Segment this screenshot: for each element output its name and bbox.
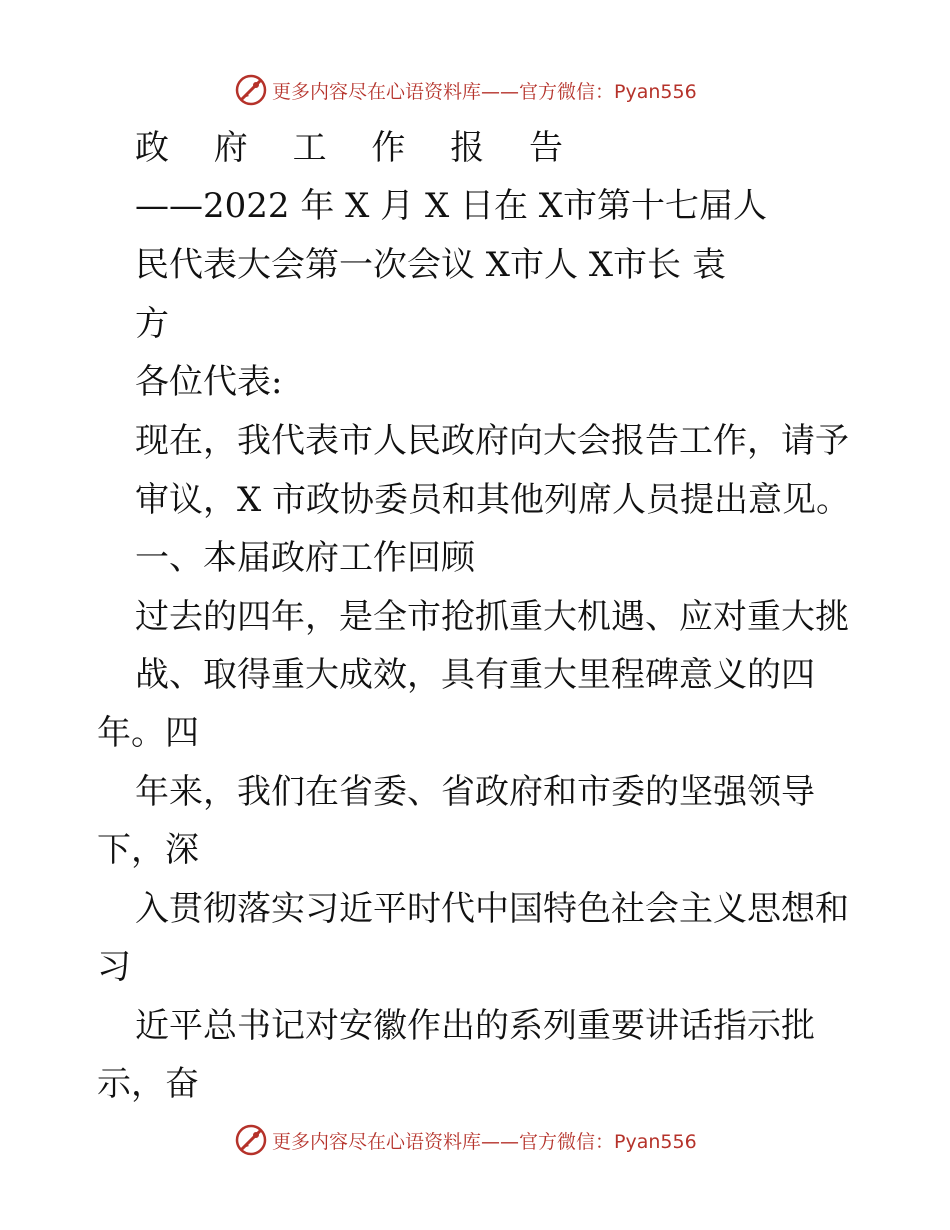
salutation: 各位代表: [135,362,283,402]
pen-logo-icon [234,1123,268,1157]
banner-text: 更多内容尽在心语资料库——官方微信：Pyan556 [272,80,697,103]
footer-banner [0,1120,950,1160]
subtitle-line: 方 [135,304,169,344]
paragraph-line: 过去的四年，是全市抢抓重大机遇、应对重大挑 [135,597,849,637]
paragraph-line: 审议，X 市政协委员和其他列席人员提出意见。 [135,480,851,520]
paragraph-line: 入贯彻落实习近平时代中国特色社会主义思想和 [135,889,849,929]
document-title: 政 府 工 作 报 告 [135,128,581,168]
paragraph-line: 战、取得重大成效，具有重大里程碑意义的四 [135,655,815,695]
paragraph-line: 近平总书记对安徽作出的系列重要讲话指示批 [135,1006,815,1046]
banner-text: 更多内容尽在心语资料库——官方微信：Pyan556 [272,1130,697,1153]
paragraph-line: 年来，我们在省委、省政府和市委的坚强领导 [135,772,815,812]
paragraph-line: 年。四 [97,713,199,753]
subtitle-line: 民代表大会第一次会议 X市人 X市长 袁 [135,245,726,285]
paragraph-line: 现在，我代表市人民政府向大会报告工作，请予 [135,421,849,461]
paragraph-line: 示，奋 [97,1064,199,1104]
section-heading: 一、本届政府工作回顾 [135,538,475,578]
pen-logo-icon [234,73,268,107]
subtitle-line: ——2022 年 X 月 X 日在 X市第十七届人 [135,186,767,226]
paragraph-line: 习 [97,947,131,987]
paragraph-line: 下，深 [97,830,199,870]
header-banner [0,70,950,110]
